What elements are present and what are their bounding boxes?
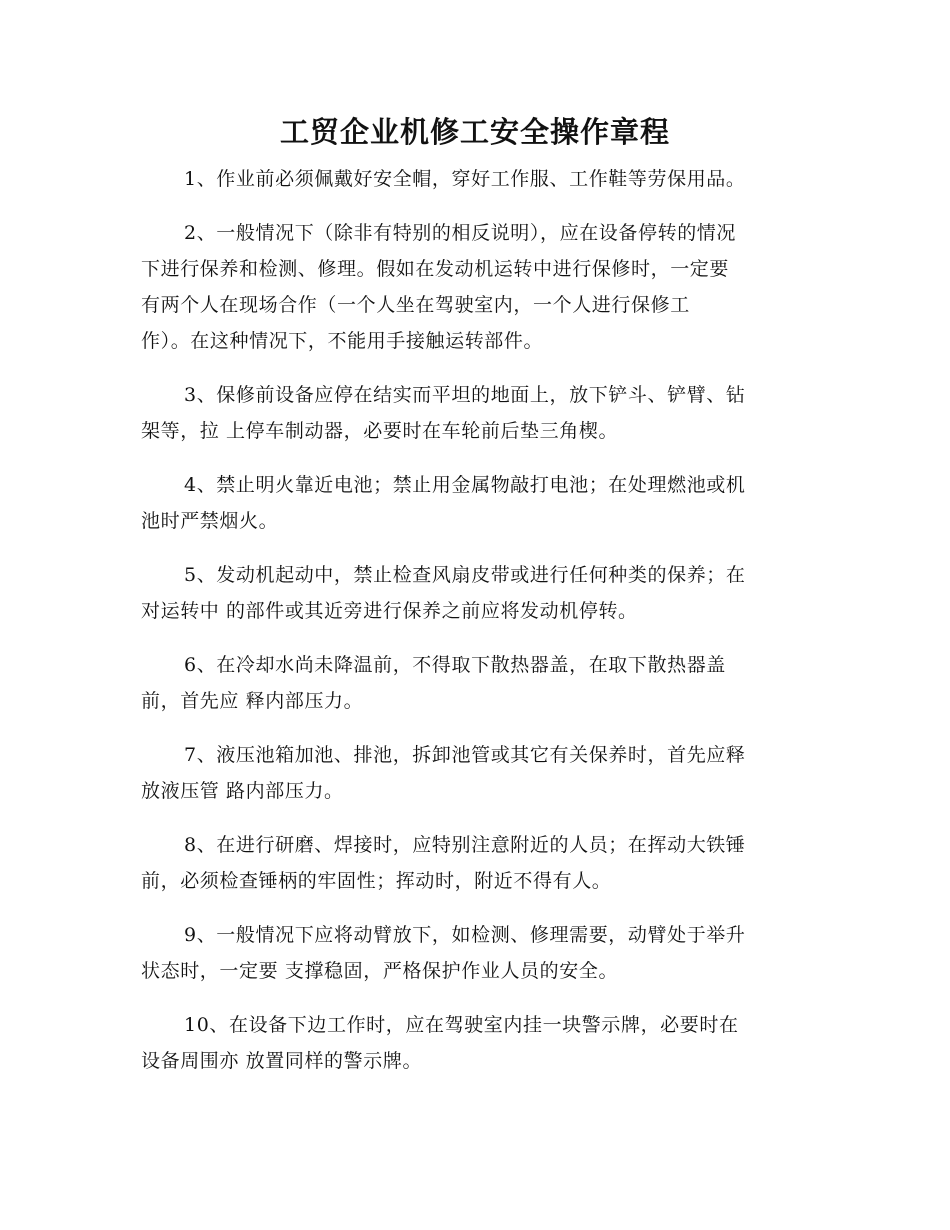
page-title: 工贸企业机修工安全操作章程 bbox=[279, 115, 670, 149]
paragraph-line: 下进行保养和检测、修理。假如在发动机运转中进行保修时，一定要 bbox=[141, 258, 730, 280]
paragraph-line: 架等，拉 上停车制动器，必要时在车轮前后垫三角楔。 bbox=[141, 420, 619, 442]
paragraph-7 bbox=[141, 737, 811, 809]
paragraph-3 bbox=[141, 377, 811, 449]
paragraph-line: 4、禁止明火靠近电池；禁止用金属物敲打电池；在处理燃池或机 bbox=[184, 474, 746, 496]
paragraph-2 bbox=[141, 215, 811, 359]
paragraph-line: 放液压管 路内部压力。 bbox=[141, 780, 344, 802]
paragraph-line: 9、一般情况下应将动臂放下，如检测、修理需要，动臂处于举升 bbox=[184, 924, 746, 946]
paragraph-line: 有两个人在现场合作（一个人坐在驾驶室内，一个人进行保修工 bbox=[141, 294, 690, 316]
paragraph-10 bbox=[141, 1007, 811, 1079]
paragraph-line: 设备周围亦 放置同样的警示牌。 bbox=[141, 1050, 423, 1072]
paragraph-6 bbox=[141, 647, 811, 719]
paragraph-line: 10、在设备下边工作时，应在驾驶室内挂一块警示牌，必要时在 bbox=[184, 1014, 739, 1036]
paragraph-line: 前，首先应 释内部压力。 bbox=[141, 690, 364, 712]
paragraph-line: 3、保修前设备应停在结实而平坦的地面上，放下铲斗、铲臂、钻 bbox=[184, 384, 746, 406]
paragraph-line: 7、液压池箱加池、排池，拆卸池管或其它有关保养时，首先应释 bbox=[184, 744, 746, 766]
paragraph-line: 1、作业前必须佩戴好安全帽，穿好工作服、工作鞋等劳保用品。 bbox=[184, 168, 746, 190]
paragraph-1 bbox=[141, 161, 811, 197]
paragraph-8 bbox=[141, 827, 811, 899]
paragraph-line: 6、在冷却水尚未降温前，不得取下散热器盖，在取下散热器盖 bbox=[184, 654, 726, 676]
paragraph-9 bbox=[141, 917, 811, 989]
paragraph-line: 8、在进行研磨、焊接时，应特别注意附近的人员；在挥动大铁锤 bbox=[184, 834, 746, 856]
document-body bbox=[141, 161, 811, 1097]
paragraph-4 bbox=[141, 467, 811, 539]
paragraph-line: 对运转中 的部件或其近旁进行保养之前应将发动机停转。 bbox=[141, 600, 638, 622]
paragraph-line: 前，必须检查锤柄的牢固性；挥动时，附近不得有人。 bbox=[141, 870, 612, 892]
paragraph-line: 2、一般情况下（除非有特别的相反说明），应在设备停转的情况 bbox=[184, 222, 736, 244]
paragraph-line: 状态时，一定要 支撑稳固，严格保护作业人员的安全。 bbox=[141, 960, 619, 982]
paragraph-line: 池时严禁烟火。 bbox=[141, 510, 279, 532]
paragraph-line: 作）。在这种情况下，不能用手接触运转部件。 bbox=[141, 330, 544, 352]
paragraph-5 bbox=[141, 557, 811, 629]
paragraph-line: 5、发动机起动中，禁止检查风扇皮带或进行任何种类的保养；在 bbox=[184, 564, 746, 586]
